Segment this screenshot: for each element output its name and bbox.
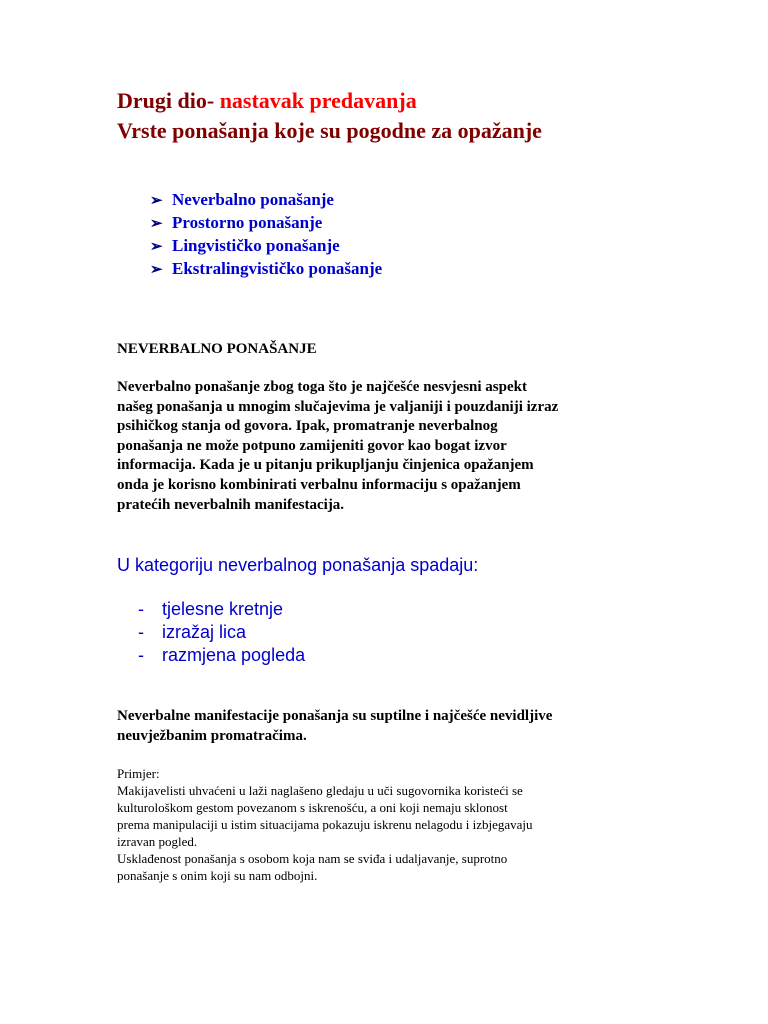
list-item: [138, 644, 305, 667]
paragraph-line: Neverbalno ponašanje zbog toga što je najčešće nesvjesni aspekt: [117, 379, 527, 395]
list-item-label: Lingvističko ponašanje: [172, 236, 340, 255]
paragraph-line: neuvježbanim promatračima.: [117, 728, 307, 744]
dash-bullet-icon: -: [138, 622, 144, 642]
section-heading: NEVERBALNO PONAŠANJE: [117, 341, 317, 357]
paragraph-line: Neverbalne manifestacije ponašanja su suptilne i najčešće nevidljive: [117, 708, 553, 724]
list-item: [150, 257, 382, 280]
example-line: Usklađenost ponašanja s osobom koja nam se sviđa i udaljavanje, suprotno: [117, 851, 508, 866]
example-line: kulturološkom gestom povezanom s iskrenošću, a oni koji nemaju sklonost: [117, 800, 508, 815]
dash-bullet-icon: -: [138, 599, 144, 619]
arrow-bullet-icon: ➢: [150, 216, 163, 232]
list-item-label: razmjena pogleda: [162, 645, 306, 665]
category-list: [138, 598, 305, 667]
arrow-bullet-icon: ➢: [150, 262, 163, 278]
example-block: [117, 765, 533, 884]
example-line: Makijavelisti uhvaćeni u laži naglašeno gledaju u uči sugovornika koristeći se: [117, 783, 523, 798]
paragraph-line: pratećih neverbalnih manifestacija.: [117, 496, 345, 513]
arrow-bullet-icon: ➢: [150, 239, 163, 255]
paragraph-line: psihičkog stanja od govora. Ipak, promatranje neverbalnog: [117, 418, 498, 435]
paragraph-line: našeg ponašanja u mnogim slučajevima je valjaniji i pouzdaniji izraz: [117, 398, 559, 415]
list-item-label: Prostorno ponašanje: [172, 213, 323, 232]
title-part-2: nastavak predavanja: [219, 88, 417, 113]
list-item-label: izražaj lica: [162, 622, 247, 642]
list-item: [138, 621, 305, 644]
list-item: [150, 188, 382, 211]
paragraph-line: informacija. Kada je u pitanju prikupljanju činjenica opažanjem: [117, 457, 534, 474]
example-line: izravan pogled.: [117, 834, 198, 849]
paragraph-line: onda je korisno kombinirati verbalnu informaciju s opažanjem: [117, 476, 521, 493]
intro-paragraph: [117, 378, 637, 515]
example-line: prema manipulaciji u istim situacijama pokazuju iskrenu nelagodu i izbjegavaju: [117, 817, 533, 832]
list-item: [150, 211, 382, 234]
category-heading: U kategoriju neverbalnog ponašanja spadaju:: [117, 555, 479, 575]
list-item-label: Neverbalno ponašanje: [172, 190, 334, 209]
dash-bullet-icon: -: [138, 645, 144, 665]
list-item-label: Ekstralingvističko ponašanje: [172, 259, 383, 278]
list-item-label: tjelesne kretnje: [162, 599, 284, 619]
example-line: ponašanje s onim koji su nam odbojni.: [117, 868, 318, 883]
page-subtitle: Vrste ponašanja koje su pogodne za opažanje: [117, 118, 542, 143]
title-part-1: Drugi dio-: [117, 88, 220, 113]
list-item: [150, 234, 382, 257]
behavior-types-list: [150, 188, 382, 280]
paragraph-line: ponašanja ne može potpuno zamijeniti govor kao bogat izvor: [117, 437, 507, 454]
page-title: [117, 88, 417, 114]
list-item: [138, 598, 305, 621]
example-label: Primjer:: [117, 766, 160, 781]
manifestation-paragraph: [117, 706, 552, 746]
arrow-bullet-icon: ➢: [150, 193, 163, 209]
